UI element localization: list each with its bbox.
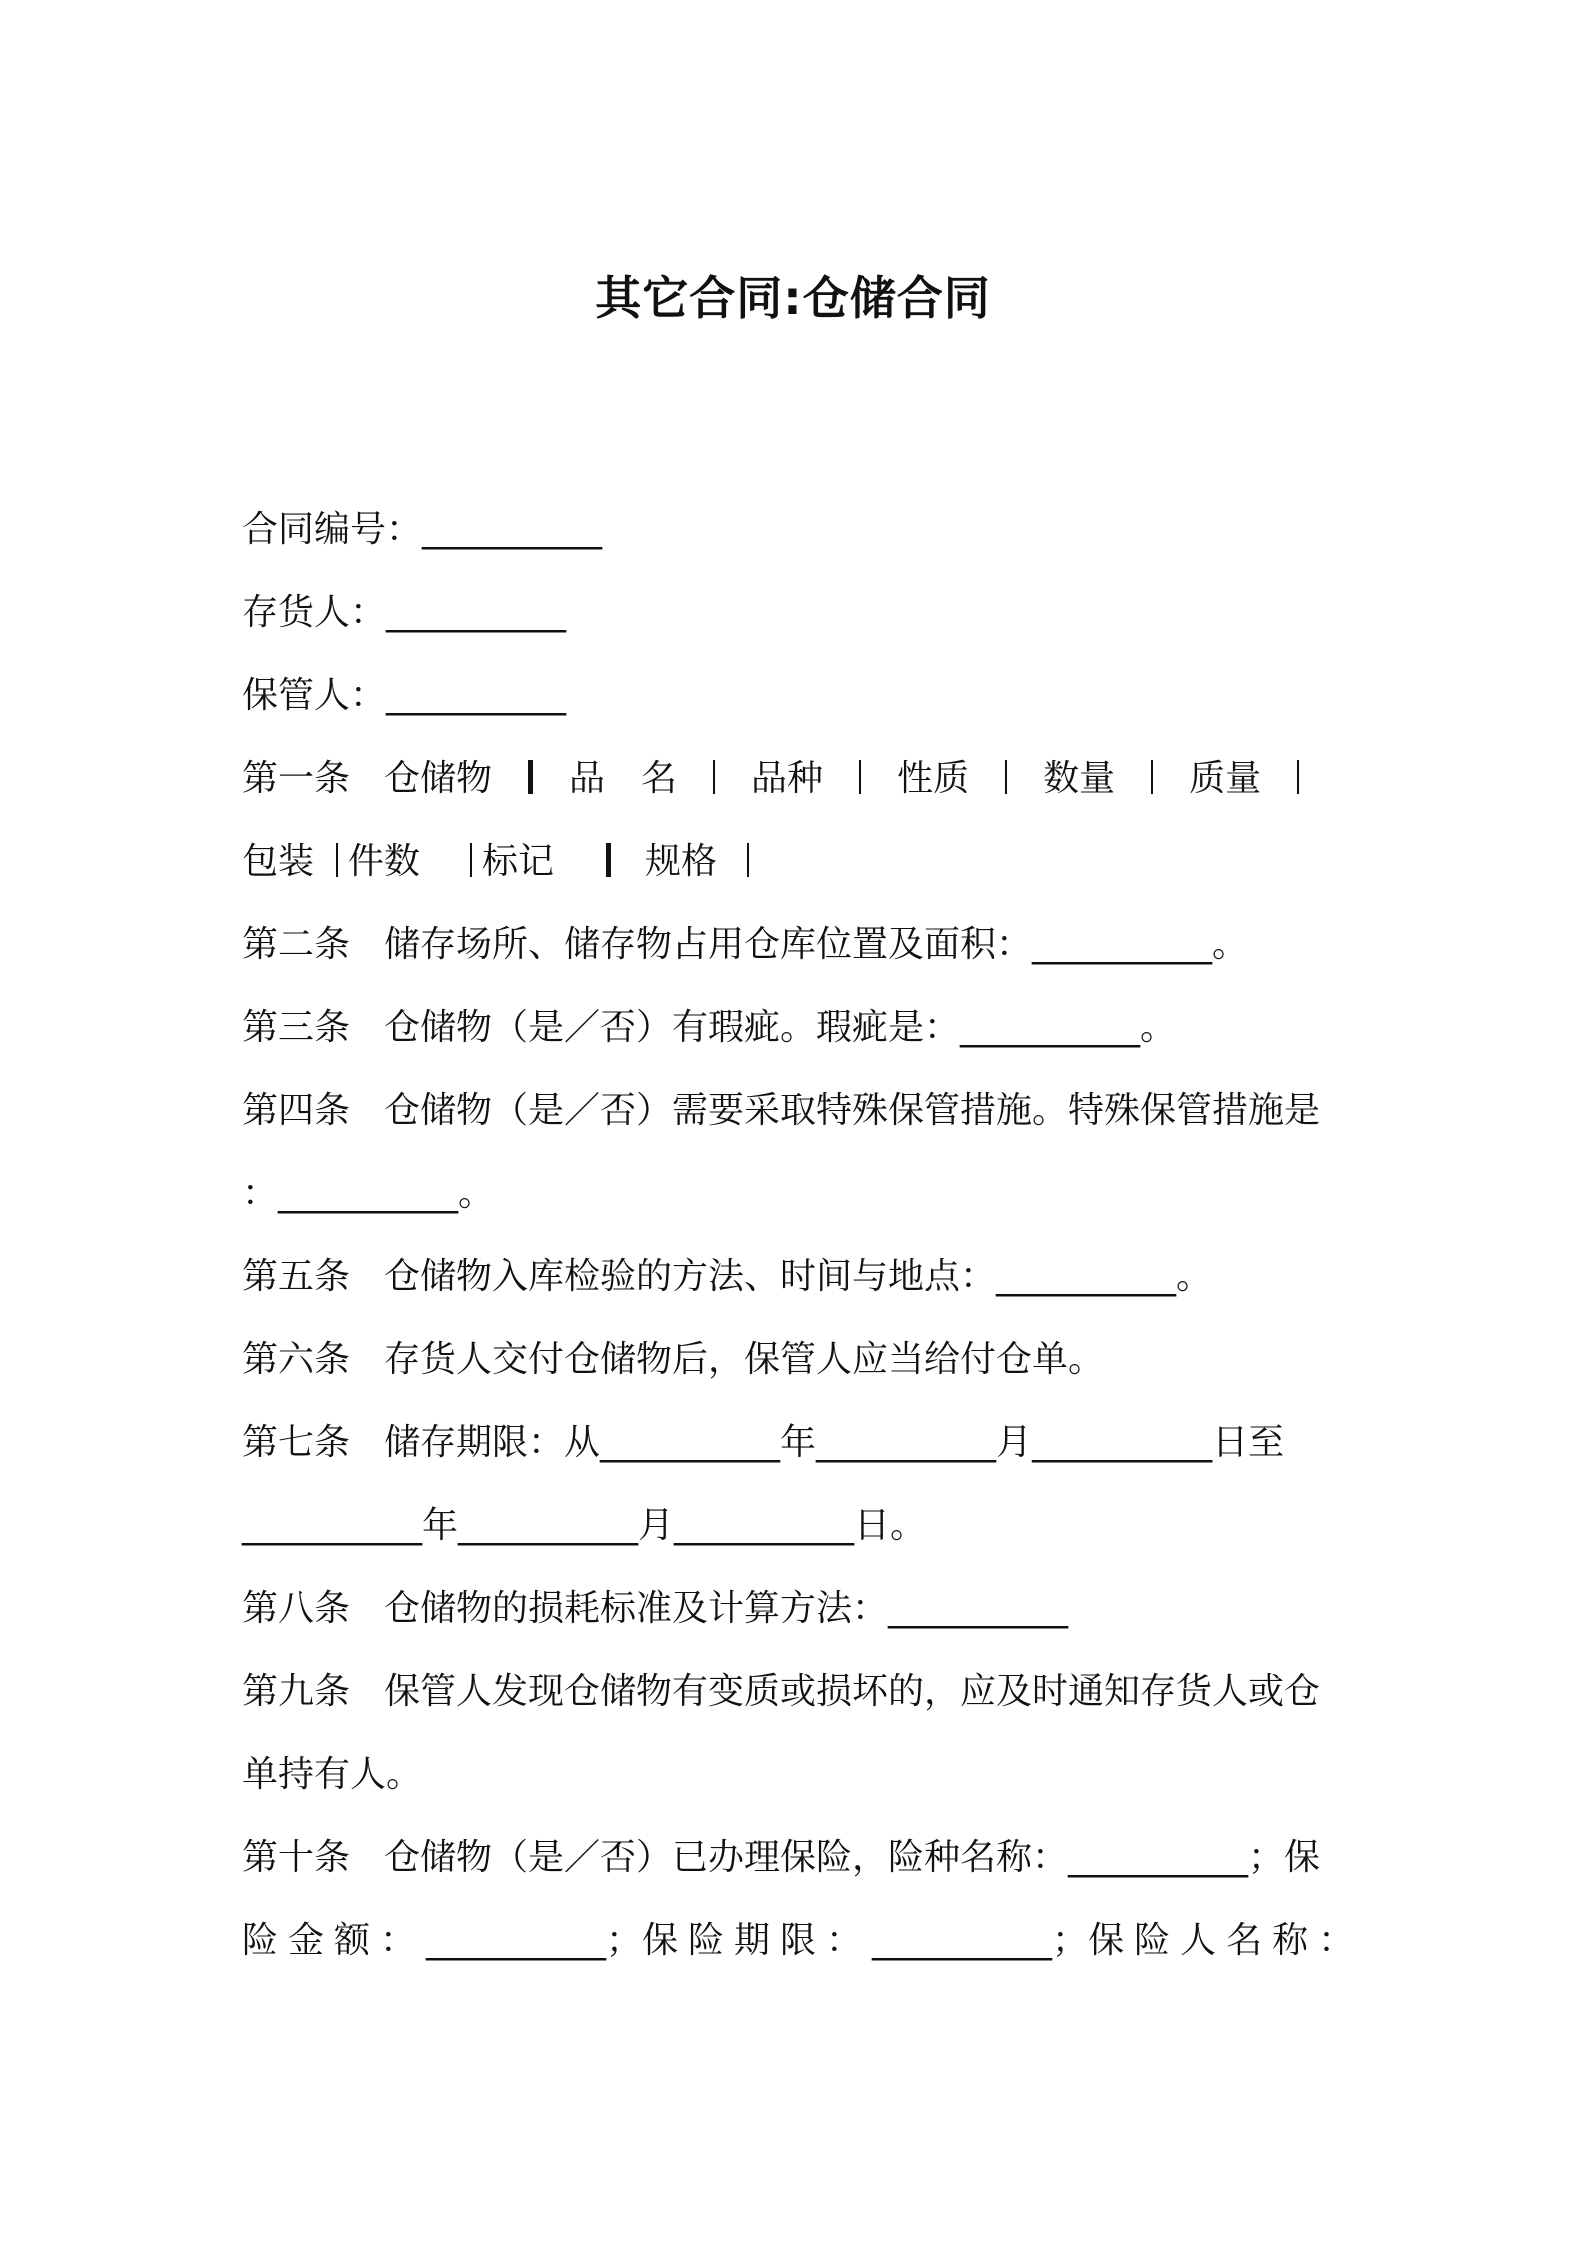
insurance-period-label: 保险期限： bbox=[642, 1920, 873, 1961]
insurance-amount-label: 险金额： bbox=[242, 1920, 427, 1961]
column-spec: 规格 bbox=[645, 841, 718, 882]
custodian-line bbox=[242, 666, 566, 726]
month-label: 月 bbox=[996, 1422, 1033, 1463]
article-9-text-2: 单持有人。 bbox=[242, 1754, 423, 1795]
article-7-line-2 bbox=[242, 1496, 926, 1556]
article-10-number: 第十条 bbox=[242, 1837, 351, 1878]
month-label: 月 bbox=[638, 1505, 675, 1546]
article-8-text: 仓储物的损耗标准及计算方法： bbox=[384, 1588, 889, 1629]
article-1-number: 第一条 bbox=[242, 758, 351, 799]
insurer-name-label: 保险人名称： bbox=[1088, 1920, 1365, 1961]
column-nature: 性质 bbox=[897, 758, 970, 799]
year-label: 年 bbox=[780, 1422, 817, 1463]
article-10-line-1 bbox=[242, 1828, 1320, 1888]
article-1-line-1 bbox=[242, 749, 1335, 809]
article-5-number: 第五条 bbox=[242, 1256, 351, 1297]
column-separator bbox=[1151, 760, 1153, 794]
article-3-number: 第三条 bbox=[242, 1007, 351, 1048]
article-9-line-2 bbox=[242, 1745, 422, 1805]
article-7-number: 第七条 bbox=[242, 1422, 351, 1463]
start-month-blank[interactable]: __________ bbox=[816, 1422, 997, 1463]
article-1-line-2 bbox=[242, 832, 749, 892]
article-7-line-1 bbox=[242, 1413, 1284, 1473]
separator: ； bbox=[606, 1920, 643, 1961]
depositor-label: 存货人： bbox=[242, 592, 387, 633]
article-4-line-2 bbox=[242, 1164, 494, 1224]
article-4-end: 。 bbox=[458, 1173, 495, 1214]
article-4-number: 第四条 bbox=[242, 1090, 351, 1131]
column-separator bbox=[713, 760, 715, 794]
article-10-tail: ；保 bbox=[1248, 1837, 1321, 1878]
article-2-blank[interactable]: __________ bbox=[1032, 924, 1213, 965]
column-separator bbox=[1297, 760, 1299, 794]
contract-number-line bbox=[242, 500, 602, 560]
custodian-label: 保管人： bbox=[242, 675, 387, 716]
column-packaging: 包装 bbox=[242, 841, 315, 882]
article-9-number: 第九条 bbox=[242, 1671, 351, 1712]
article-4-text: 仓储物（是／否）需要采取特殊保管措施。特殊保管措施是 bbox=[384, 1090, 1321, 1131]
article-2-end: 。 bbox=[1212, 924, 1249, 965]
insurance-type-blank[interactable]: __________ bbox=[1068, 1837, 1249, 1878]
column-mark: 标记 bbox=[482, 841, 555, 882]
start-day-blank[interactable]: __________ bbox=[1032, 1422, 1213, 1463]
end-month-blank[interactable]: __________ bbox=[458, 1505, 639, 1546]
end-year-blank[interactable]: __________ bbox=[242, 1505, 422, 1546]
article-8-blank[interactable]: __________ bbox=[888, 1588, 1069, 1629]
column-separator bbox=[470, 843, 472, 877]
column-pieces: 件数 bbox=[348, 841, 421, 882]
column-separator bbox=[336, 843, 338, 877]
column-variety: 品种 bbox=[751, 758, 824, 799]
column-separator bbox=[1005, 760, 1007, 794]
column-quality: 质量 bbox=[1189, 758, 1262, 799]
article-10-text: 仓储物（是／否）已办理保险，险种名称： bbox=[384, 1837, 1069, 1878]
article-1-label: 仓储物 bbox=[384, 758, 493, 799]
contract-number-field[interactable]: __________ bbox=[422, 509, 603, 550]
article-2 bbox=[242, 915, 1248, 975]
article-5-end: 。 bbox=[1176, 1256, 1213, 1297]
contract-number-label: 合同编号： bbox=[242, 509, 423, 550]
day-end-label: 日。 bbox=[854, 1505, 927, 1546]
end-day-blank[interactable]: __________ bbox=[674, 1505, 855, 1546]
insurance-amount-blank[interactable]: __________ bbox=[426, 1920, 607, 1961]
article-3-text: 仓储物（是／否）有瑕疵。瑕疵是： bbox=[384, 1007, 961, 1048]
article-5-blank[interactable]: __________ bbox=[996, 1256, 1177, 1297]
article-10-line-2 bbox=[242, 1911, 1364, 1971]
article-5 bbox=[242, 1247, 1212, 1307]
article-5-text: 仓储物入库检验的方法、时间与地点： bbox=[384, 1256, 997, 1297]
start-year-blank[interactable]: __________ bbox=[600, 1422, 781, 1463]
depositor-field[interactable]: __________ bbox=[386, 592, 567, 633]
article-4-line-1 bbox=[242, 1081, 1320, 1141]
column-name: 品 名 bbox=[569, 758, 678, 799]
article-4-blank[interactable]: __________ bbox=[278, 1173, 459, 1214]
article-3-end: 。 bbox=[1140, 1007, 1177, 1048]
column-quantity: 数量 bbox=[1043, 758, 1116, 799]
column-separator bbox=[606, 843, 611, 877]
article-2-text: 储存场所、储存物占用仓库位置及面积： bbox=[384, 924, 1033, 965]
document-title: 其它合同:仓储合同 bbox=[595, 271, 991, 325]
insurance-period-blank[interactable]: __________ bbox=[872, 1920, 1053, 1961]
custodian-field[interactable]: __________ bbox=[386, 675, 567, 716]
column-separator bbox=[859, 760, 861, 794]
article-9-line-1 bbox=[242, 1662, 1320, 1722]
article-8 bbox=[242, 1579, 1068, 1639]
column-separator bbox=[528, 760, 533, 794]
article-9-text: 保管人发现仓储物有变质或损坏的，应及时通知存货人或仓 bbox=[384, 1671, 1321, 1712]
day-to-label: 日至 bbox=[1212, 1422, 1285, 1463]
article-2-number: 第二条 bbox=[242, 924, 351, 965]
article-3-blank[interactable]: __________ bbox=[960, 1007, 1141, 1048]
article-4-colon: ： bbox=[242, 1173, 279, 1214]
article-7-text: 储存期限：从 bbox=[384, 1422, 601, 1463]
article-3 bbox=[242, 998, 1176, 1058]
article-6 bbox=[242, 1330, 1104, 1390]
article-8-number: 第八条 bbox=[242, 1588, 351, 1629]
column-separator bbox=[747, 843, 749, 877]
depositor-line bbox=[242, 583, 566, 643]
year-label: 年 bbox=[422, 1505, 459, 1546]
article-6-number: 第六条 bbox=[242, 1339, 351, 1380]
article-6-text: 存货人交付仓储物后，保管人应当给付仓单。 bbox=[384, 1339, 1105, 1380]
separator: ； bbox=[1052, 1920, 1089, 1961]
